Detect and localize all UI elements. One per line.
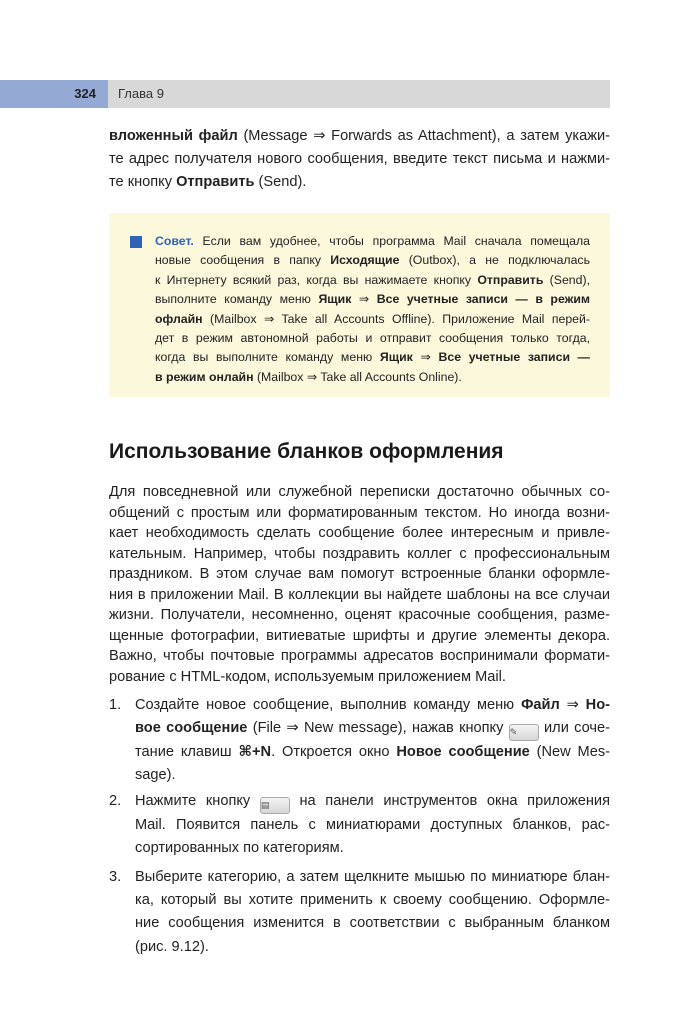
tip-marker-icon — [130, 236, 142, 248]
text-line — [109, 544, 610, 565]
text: ния в приложении Mail. В коллекции вы найдете шаблоны на все случаи — [109, 586, 610, 603]
text-line — [135, 936, 610, 959]
text-line — [135, 790, 610, 814]
text-line — [109, 667, 610, 688]
text: кательным. Например, чтобы поздравить коллег с профессиональным — [109, 545, 610, 562]
tip-box — [109, 213, 610, 397]
text-line — [155, 348, 590, 367]
bold-text: Отправить — [176, 174, 255, 191]
text-line — [109, 171, 610, 194]
list-item-text — [135, 866, 610, 959]
page-header-chapter-band — [108, 80, 610, 108]
text-line — [155, 290, 590, 309]
text: (Send), — [543, 272, 591, 287]
bold-text: Но- — [585, 697, 610, 713]
text: ⇒ — [412, 350, 439, 365]
intro-paragraph — [109, 125, 610, 195]
text: ⇒ — [351, 292, 377, 307]
text-line — [109, 125, 610, 148]
section-heading: Использование бланков оформления — [109, 440, 504, 463]
text: дет в режим автономной работы и отправит сообщения только тогда, — [155, 331, 590, 346]
text: или соче- — [538, 720, 610, 737]
text-line — [135, 912, 610, 935]
text-line — [155, 232, 590, 251]
text: . Откроется окно — [271, 744, 397, 761]
text: Mail. Появится панель с миниатюрами доступных бланков, рас- — [135, 817, 610, 833]
list-item-text — [135, 694, 610, 788]
text: ка, который вы хотите применить к своему сообщению. Оформле- — [135, 892, 610, 909]
text-line — [135, 866, 610, 889]
bold-text: в режим онлайн — [155, 369, 254, 384]
list-number: 2. — [109, 793, 122, 809]
page-number: 324 — [74, 86, 96, 101]
text: когда вы выполните команду меню — [155, 350, 380, 365]
text: общений с простым или форматированным текстом. Но иногда возни- — [109, 504, 610, 521]
text-line — [155, 329, 590, 348]
text-line — [155, 310, 590, 329]
text: (Send). — [254, 174, 307, 191]
text: рование с HTML-кодом, используемым приложением Mail. — [109, 668, 506, 685]
text: Если вам удобнее, чтобы программа Mail сначала помещала — [193, 234, 590, 248]
text-line — [135, 837, 610, 860]
bold-text: Все учетные записи — в режим — [376, 292, 590, 307]
bold-text: ⌘+N — [238, 744, 272, 761]
text-line — [109, 523, 610, 544]
text-line — [109, 605, 610, 626]
text: жизни. Получатели, несомненно, оценят красочные сообщения, разме- — [109, 607, 610, 623]
text-line — [109, 585, 610, 606]
text-line — [135, 741, 610, 764]
text: тание клавиш — [135, 744, 239, 761]
text: щенные фотографии, витиеватые шрифты и другие элементы декора. — [109, 627, 610, 644]
text: к Интернету всякий раз, когда вы нажимаете кнопку — [155, 272, 478, 287]
text: ⇒ — [559, 697, 586, 713]
bold-text: Ящик — [379, 350, 413, 365]
text: новые сообщения в папку — [155, 253, 331, 268]
text: праздником. В этом случае вам помогут встроенные бланки оформле- — [109, 566, 610, 582]
text: Для повседневной или служебной переписки достаточно обычных со- — [109, 484, 610, 500]
text: Создайте новое сообщение, выполнив команду меню — [135, 697, 521, 713]
text-line — [109, 482, 610, 503]
bold-text: Все учетные записи — — [438, 350, 590, 365]
bold-text: офлайн — [155, 311, 203, 326]
text-line — [109, 564, 610, 585]
text-line — [135, 694, 610, 717]
text-line — [135, 717, 610, 741]
text: sage). — [135, 767, 176, 784]
list-item-text — [135, 790, 610, 860]
text: (New Mes- — [529, 744, 610, 761]
text-line — [135, 889, 610, 912]
text-line — [109, 626, 610, 647]
bold-text: Ящик — [318, 292, 352, 307]
text-line — [155, 251, 590, 270]
text: (Outbox), а не подключалась — [399, 253, 590, 268]
text: (Mailbox ⇒ Take all Accounts Online). — [253, 369, 462, 384]
text: (рис. 9.12). — [135, 938, 209, 955]
bold-text: Исходящие — [330, 253, 400, 268]
text: на панели инструментов окна приложения — [289, 793, 610, 809]
text-line — [109, 646, 610, 667]
chapter-title: Глава 9 — [118, 86, 164, 101]
bold-text: Совет. — [155, 234, 194, 248]
text: ние сообщения изменится в соответствии с выбранным бланком — [135, 915, 610, 932]
text: (Message ⇒ Forwards as Attachment), а затем укажи- — [237, 128, 610, 144]
text: Важно, чтобы почтовые программы адресатов воспринимали формати- — [109, 648, 610, 664]
text: (File ⇒ New message), нажав кнопку — [247, 720, 509, 737]
text-line — [155, 368, 590, 387]
stationery-icon: ▤ — [260, 797, 290, 814]
bold-text: Отправить — [477, 272, 544, 287]
bold-text: вое сообщение — [135, 720, 248, 737]
text-line — [109, 503, 610, 524]
text: те кнопку — [109, 174, 177, 191]
page-header-number-band — [0, 80, 108, 108]
body-paragraph — [109, 482, 610, 687]
list-number: 1. — [109, 697, 122, 713]
text: Нажмите кнопку — [135, 793, 260, 809]
text: сортированных по категориям. — [135, 840, 344, 857]
bold-text: Новое сообщение — [396, 744, 530, 761]
text: Выберите категорию, а затем щелкните мышью по миниатюре блан- — [135, 869, 610, 885]
bold-text: Файл — [520, 697, 560, 713]
list-number: 3. — [109, 869, 122, 885]
text-line — [135, 764, 610, 787]
text-line — [155, 271, 590, 290]
text: выполните команду меню — [155, 292, 319, 307]
bold-text: вложенный файл — [109, 128, 238, 144]
text: (Mailbox ⇒ Take all Accounts Offline). Приложение Mail перей- — [202, 311, 590, 326]
compose-icon: ✎ — [509, 724, 539, 741]
text-line — [109, 148, 610, 171]
text-line — [135, 814, 610, 837]
text: кает необходимость сделать сообщение более интересным и привле- — [109, 525, 610, 541]
text: те адрес получателя нового сообщения, введите текст письма и нажми- — [109, 151, 610, 168]
tip-text — [155, 232, 590, 387]
